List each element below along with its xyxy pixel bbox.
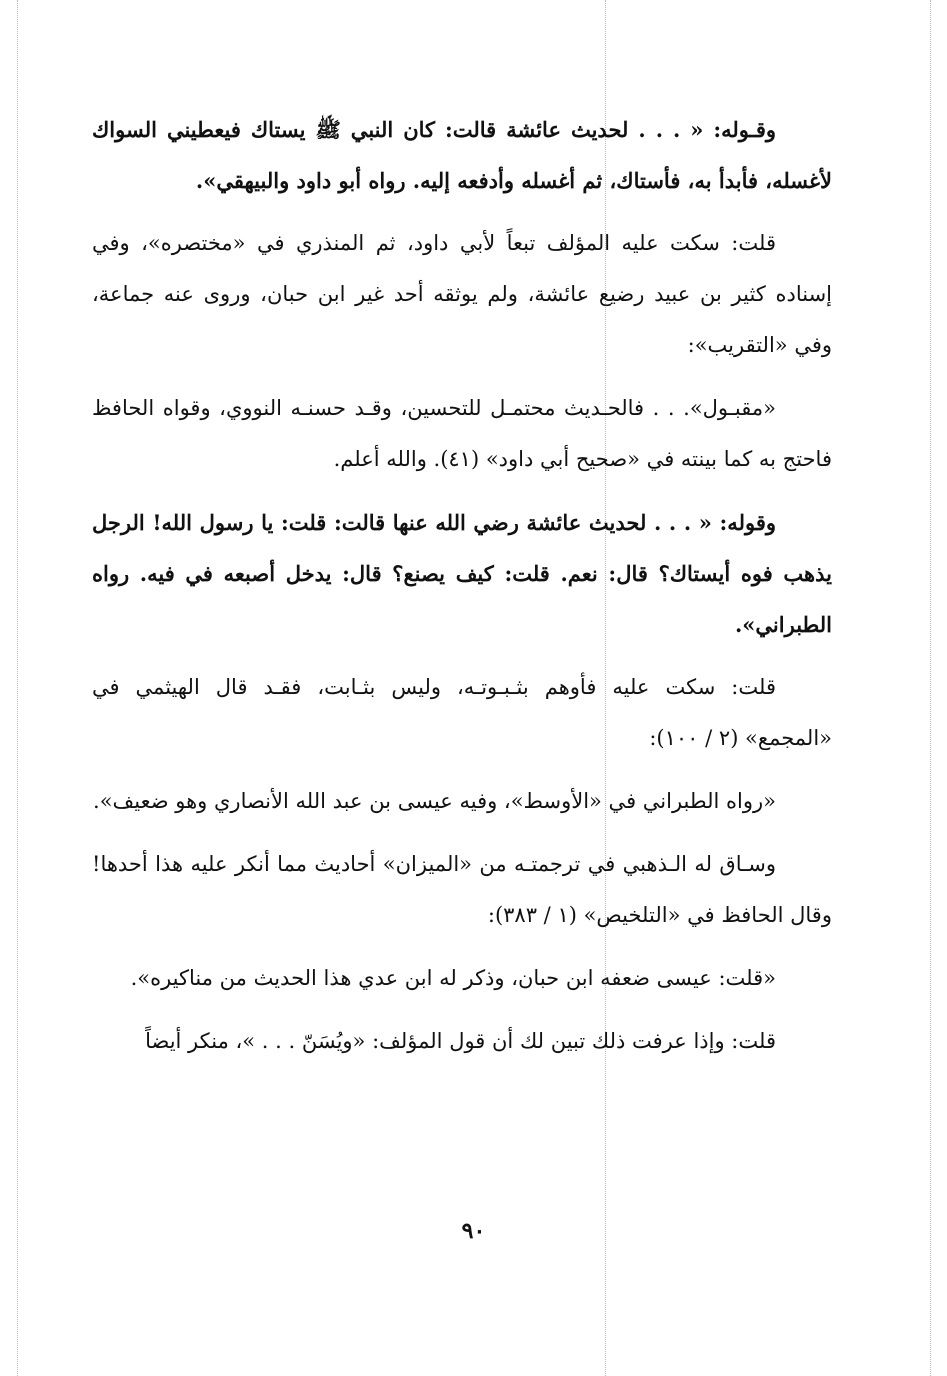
paragraph-citation-2: «قلت: عيسى ضعفه ابن حبان، وذكر له ابن عدي هذا الحديث من مناكيره».: [130, 966, 776, 990]
scan-guide-line: [17, 0, 18, 1376]
scan-guide-line: [930, 0, 931, 1376]
paragraph-citation-1: «رواه الطبراني في «الأوسط»، وفيه عيسى بن عبد الله الأنصاري وهو ضعيف».: [93, 789, 776, 813]
paragraph-comment-4: وسـاق له الـذهبي في ترجمتـه من «الميزان» أحاديث مما أنكر عليه هذا أحدها! وقال الحافظ في «التلخيص» (١ / ٣٨٣):: [92, 852, 832, 927]
paragraph-comment-3: قلت: سكت عليه فأوهم بثـبـوتـه، وليس بثـابت، فقـد قال الهيثمي في «المجمع» (٢ / ١٠٠):: [92, 675, 832, 750]
paragraph-quote-2: وقوله: « . . . لحديث عائشة رضي الله عنها قالت: قلت: يا رسول الله! الرجل يذهب فوه أيستاك؟ قال: نعم. قلت: كيف يصنع؟ قال: يدخل أصبعه في فيه. رواه الطبراني».: [92, 510, 832, 637]
paragraph-comment-2: «مقبـول». . . فالحـديث محتمـل للتحسين، وقـد حسنـه النووي، وقواه الحافظ فاحتج به كما بينته في «صحيح أبي داود» (٤١). والله أعلم.: [92, 396, 832, 471]
paragraph-comment-5: قلت: وإذا عرفت ذلك تبين لك أن قول المؤلف: «ويُسَنّ . . . »، منكر أيضاً: [145, 1029, 776, 1053]
page-number: ٩٠: [461, 1218, 486, 1244]
paragraph-comment-1: قلت: سكت عليه المؤلف تبعاً لأبي داود، ثم المنذري في «مختصره»، وفي إسناده كثير بن عبيد رضيع عائشة، ولم يوثقه أحد غير ابن حبان، وروى عنه جماعة، وفي «التقريب»:: [92, 231, 832, 357]
paragraph-quote-1: وقـوله: « . . . لحديث عائشة قالت: كان النبي ﷺ يستاك فيعطيني السواك لأغسله، فأبدأ به، فأستاك، ثم أغسله وأدفعه إليه. رواه أبو داود والبيهقي».: [92, 117, 832, 193]
body-text: [92, 104, 832, 1079]
